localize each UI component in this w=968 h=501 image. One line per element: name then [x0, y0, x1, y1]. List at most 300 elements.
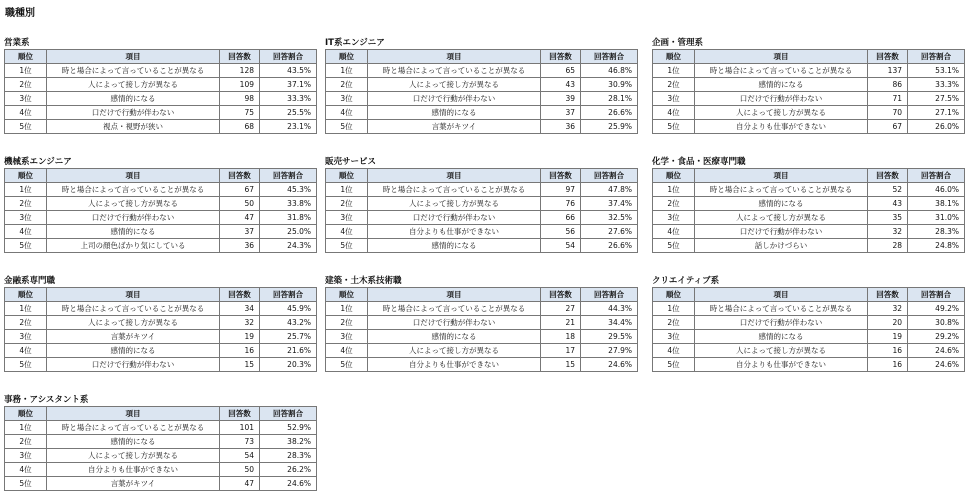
table-row — [326, 120, 638, 134]
rank-header: 順位 — [653, 288, 695, 302]
rank-cell: 4位 — [5, 106, 47, 120]
item-cell: 人によって接し方が異なる — [47, 316, 220, 330]
rank-cell: 1位 — [653, 302, 695, 316]
rank-cell: 1位 — [326, 64, 368, 78]
rank-header: 順位 — [326, 169, 368, 183]
count-header: 回答数 — [220, 50, 260, 64]
count-cell: 50 — [220, 197, 260, 211]
block-title: 販売サービス — [325, 157, 377, 167]
count-cell: 128 — [220, 64, 260, 78]
item-cell: 時と場合によって言っていることが異なる — [47, 421, 220, 435]
rank-cell: 2位 — [326, 197, 368, 211]
ratio-cell: 47.8% — [581, 183, 638, 197]
table-row — [326, 302, 638, 316]
item-cell: 時と場合によって言っていることが異なる — [695, 183, 868, 197]
item-cell: 上司の顔色ばかり気にしている — [47, 239, 220, 253]
rank-header: 順位 — [5, 288, 47, 302]
ratio-cell: 27.1% — [908, 106, 965, 120]
ratio-cell: 27.5% — [908, 92, 965, 106]
item-cell: 言葉がキツイ — [368, 120, 541, 134]
rank-cell: 4位 — [5, 344, 47, 358]
table-row — [326, 183, 638, 197]
ratio-header: 回答割合 — [581, 50, 638, 64]
item-cell: 口だけで行動が伴わない — [695, 316, 868, 330]
count-cell: 36 — [220, 239, 260, 253]
count-cell: 43 — [541, 78, 581, 92]
ratio-cell: 24.6% — [908, 358, 965, 372]
ratio-cell: 29.5% — [581, 330, 638, 344]
rank-cell: 3位 — [326, 92, 368, 106]
count-cell: 32 — [868, 302, 908, 316]
count-cell: 137 — [868, 64, 908, 78]
rank-header: 順位 — [326, 288, 368, 302]
header-row — [5, 50, 317, 64]
rank-cell: 5位 — [5, 120, 47, 134]
ratio-cell: 27.9% — [581, 344, 638, 358]
ranking-table — [652, 168, 965, 253]
item-cell: 自分よりも仕事ができない — [368, 358, 541, 372]
ratio-cell: 32.5% — [581, 211, 638, 225]
ratio-cell: 28.3% — [260, 449, 317, 463]
rank-cell: 3位 — [326, 211, 368, 225]
item-cell: 口だけで行動が伴わない — [47, 358, 220, 372]
ratio-cell: 33.8% — [260, 197, 317, 211]
item-cell: 感情的になる — [368, 239, 541, 253]
count-cell: 18 — [541, 330, 581, 344]
rank-header: 順位 — [653, 169, 695, 183]
ranking-table — [325, 287, 638, 372]
rank-cell: 1位 — [5, 183, 47, 197]
block-title: 事務・アシスタント系 — [4, 395, 89, 405]
item-cell: 時と場合によって言っていることが異なる — [695, 64, 868, 78]
ratio-header: 回答割合 — [260, 169, 317, 183]
rank-cell: 3位 — [5, 211, 47, 225]
item-cell: 人によって接し方が異なる — [47, 449, 220, 463]
count-cell: 67 — [868, 120, 908, 134]
ratio-cell: 27.6% — [581, 225, 638, 239]
count-cell: 98 — [220, 92, 260, 106]
rank-header: 順位 — [5, 169, 47, 183]
ratio-cell: 26.6% — [581, 239, 638, 253]
count-cell: 109 — [220, 78, 260, 92]
ranking-block — [652, 156, 964, 253]
ranking-block — [4, 156, 316, 253]
block-title: 営業系 — [4, 38, 30, 48]
count-header: 回答数 — [220, 288, 260, 302]
rank-cell: 4位 — [5, 225, 47, 239]
ratio-cell: 28.3% — [908, 225, 965, 239]
item-cell: 言葉がキツイ — [47, 477, 220, 491]
ratio-header: 回答割合 — [908, 288, 965, 302]
header-row — [5, 407, 317, 421]
item-cell: 時と場合によって言っていることが異なる — [368, 64, 541, 78]
table-row — [5, 197, 317, 211]
rank-cell: 5位 — [5, 358, 47, 372]
rank-cell: 4位 — [326, 106, 368, 120]
count-cell: 15 — [541, 358, 581, 372]
count-cell: 66 — [541, 211, 581, 225]
block-title: 金融系専門職 — [4, 276, 56, 286]
ratio-cell: 30.9% — [581, 78, 638, 92]
ratio-header: 回答割合 — [908, 50, 965, 64]
item-cell: 視点・視野が狭い — [47, 120, 220, 134]
count-cell: 97 — [541, 183, 581, 197]
rank-cell: 3位 — [653, 330, 695, 344]
rank-cell: 5位 — [653, 358, 695, 372]
rank-cell: 1位 — [653, 64, 695, 78]
rank-cell: 2位 — [5, 78, 47, 92]
rank-cell: 4位 — [653, 225, 695, 239]
count-cell: 19 — [220, 330, 260, 344]
item-header: 項目 — [695, 169, 868, 183]
header-row — [5, 169, 317, 183]
block-title: クリエイティブ系 — [652, 276, 720, 286]
item-cell: 口だけで行動が伴わない — [368, 316, 541, 330]
count-header: 回答数 — [220, 169, 260, 183]
rank-header: 順位 — [5, 407, 47, 421]
rank-cell: 4位 — [653, 106, 695, 120]
item-cell: 時と場合によって言っていることが異なる — [47, 183, 220, 197]
count-cell: 68 — [220, 120, 260, 134]
table-row — [5, 449, 317, 463]
table-row — [653, 239, 965, 253]
count-cell: 43 — [868, 197, 908, 211]
item-header: 項目 — [368, 169, 541, 183]
count-cell: 39 — [541, 92, 581, 106]
rank-cell: 2位 — [653, 197, 695, 211]
ratio-cell: 34.4% — [581, 316, 638, 330]
item-cell: 時と場合によって言っていることが異なる — [368, 183, 541, 197]
table-row — [5, 463, 317, 477]
count-cell: 16 — [868, 344, 908, 358]
ratio-cell: 24.6% — [581, 358, 638, 372]
item-header: 項目 — [368, 288, 541, 302]
count-cell: 67 — [220, 183, 260, 197]
ranking-table — [4, 406, 317, 491]
ratio-cell: 29.2% — [908, 330, 965, 344]
ratio-cell: 33.3% — [260, 92, 317, 106]
ratio-cell: 43.5% — [260, 64, 317, 78]
ratio-cell: 43.2% — [260, 316, 317, 330]
ratio-cell: 25.7% — [260, 330, 317, 344]
count-cell: 20 — [868, 316, 908, 330]
count-header: 回答数 — [868, 50, 908, 64]
rank-cell: 5位 — [326, 358, 368, 372]
table-row — [5, 183, 317, 197]
table-row — [653, 197, 965, 211]
ratio-cell: 23.1% — [260, 120, 317, 134]
ranking-block — [4, 275, 316, 372]
ranking-block — [4, 37, 316, 134]
block-title: 企画・管理系 — [652, 38, 704, 48]
count-cell: 47 — [220, 477, 260, 491]
item-cell: 感情的になる — [47, 92, 220, 106]
item-cell: 口だけで行動が伴わない — [368, 211, 541, 225]
count-header: 回答数 — [541, 169, 581, 183]
item-header: 項目 — [695, 288, 868, 302]
header-row — [653, 169, 965, 183]
rank-cell: 1位 — [5, 421, 47, 435]
item-header: 項目 — [47, 407, 220, 421]
item-cell: 口だけで行動が伴わない — [47, 106, 220, 120]
table-row — [653, 302, 965, 316]
item-cell: 感情的になる — [47, 344, 220, 358]
count-cell: 16 — [868, 358, 908, 372]
ratio-cell: 33.3% — [908, 78, 965, 92]
table-row — [5, 106, 317, 120]
ratio-header: 回答割合 — [581, 169, 638, 183]
count-cell: 37 — [541, 106, 581, 120]
ratio-cell: 52.9% — [260, 421, 317, 435]
ratio-cell: 38.2% — [260, 435, 317, 449]
ratio-cell: 38.1% — [908, 197, 965, 211]
count-cell: 54 — [220, 449, 260, 463]
rank-cell: 2位 — [5, 435, 47, 449]
ranking-block — [4, 394, 316, 491]
count-cell: 17 — [541, 344, 581, 358]
item-header: 項目 — [47, 50, 220, 64]
count-header: 回答数 — [541, 50, 581, 64]
count-cell: 52 — [868, 183, 908, 197]
rank-cell: 5位 — [5, 239, 47, 253]
ratio-cell: 45.3% — [260, 183, 317, 197]
count-cell: 56 — [541, 225, 581, 239]
table-row — [653, 358, 965, 372]
ratio-cell: 26.0% — [908, 120, 965, 134]
ratio-cell: 31.8% — [260, 211, 317, 225]
item-cell: 話しかけづらい — [695, 239, 868, 253]
count-cell: 54 — [541, 239, 581, 253]
table-row — [5, 358, 317, 372]
item-cell: 感情的になる — [368, 106, 541, 120]
count-cell: 71 — [868, 92, 908, 106]
item-cell: 時と場合によって言っていることが異なる — [368, 302, 541, 316]
rank-cell: 3位 — [5, 449, 47, 463]
item-header: 項目 — [695, 50, 868, 64]
rank-cell: 2位 — [326, 316, 368, 330]
count-cell: 36 — [541, 120, 581, 134]
item-cell: 人によって接し方が異なる — [695, 106, 868, 120]
table-row — [5, 64, 317, 78]
rank-header: 順位 — [326, 50, 368, 64]
header-row — [326, 288, 638, 302]
count-cell: 76 — [541, 197, 581, 211]
ratio-header: 回答割合 — [260, 407, 317, 421]
rank-cell: 2位 — [5, 316, 47, 330]
ratio-cell: 45.9% — [260, 302, 317, 316]
rank-cell: 3位 — [5, 330, 47, 344]
count-cell: 21 — [541, 316, 581, 330]
ratio-cell: 46.8% — [581, 64, 638, 78]
rank-cell: 2位 — [653, 316, 695, 330]
count-cell: 34 — [220, 302, 260, 316]
block-title: 機械系エンジニア — [4, 157, 72, 167]
table-row — [5, 477, 317, 491]
rank-header: 順位 — [5, 50, 47, 64]
count-cell: 16 — [220, 344, 260, 358]
count-cell: 86 — [868, 78, 908, 92]
item-header: 項目 — [368, 50, 541, 64]
table-row — [5, 78, 317, 92]
item-cell: 時と場合によって言っていることが異なる — [47, 302, 220, 316]
table-row — [326, 78, 638, 92]
rank-header: 順位 — [653, 50, 695, 64]
ratio-cell: 44.3% — [581, 302, 638, 316]
item-cell: 自分よりも仕事ができない — [368, 225, 541, 239]
count-cell: 35 — [868, 211, 908, 225]
table-row — [653, 64, 965, 78]
table-row — [5, 239, 317, 253]
ranking-table — [652, 287, 965, 372]
rank-cell: 5位 — [326, 239, 368, 253]
item-cell: 人によって接し方が異なる — [695, 211, 868, 225]
count-cell: 75 — [220, 106, 260, 120]
table-row — [653, 344, 965, 358]
table-row — [653, 92, 965, 106]
count-cell: 101 — [220, 421, 260, 435]
page-title: 職種別 — [5, 8, 35, 19]
rank-cell: 5位 — [653, 239, 695, 253]
item-cell: 自分よりも仕事ができない — [695, 358, 868, 372]
table-row — [653, 330, 965, 344]
block-title: 化学・食品・医療専門職 — [652, 157, 746, 167]
item-cell: 人によって接し方が異なる — [47, 78, 220, 92]
ranking-block — [652, 37, 964, 134]
table-row — [5, 421, 317, 435]
rank-cell: 4位 — [653, 344, 695, 358]
ratio-cell: 37.1% — [260, 78, 317, 92]
count-cell: 50 — [220, 463, 260, 477]
table-row — [653, 211, 965, 225]
rank-cell: 3位 — [653, 92, 695, 106]
item-header: 項目 — [47, 288, 220, 302]
table-row — [5, 435, 317, 449]
table-row — [326, 92, 638, 106]
table-row — [5, 211, 317, 225]
ratio-cell: 25.0% — [260, 225, 317, 239]
table-row — [5, 225, 317, 239]
ratio-cell: 26.6% — [581, 106, 638, 120]
count-cell: 28 — [868, 239, 908, 253]
count-header: 回答数 — [868, 169, 908, 183]
table-row — [653, 225, 965, 239]
ranking-table — [4, 49, 317, 134]
ratio-cell: 28.1% — [581, 92, 638, 106]
ratio-header: 回答割合 — [581, 288, 638, 302]
item-cell: 人によって接し方が異なる — [368, 197, 541, 211]
table-row — [5, 120, 317, 134]
table-row — [326, 64, 638, 78]
ratio-cell: 21.6% — [260, 344, 317, 358]
item-cell: 時と場合によって言っていることが異なる — [695, 302, 868, 316]
ratio-cell: 24.6% — [908, 344, 965, 358]
ratio-cell: 37.4% — [581, 197, 638, 211]
item-cell: 感情的になる — [695, 78, 868, 92]
table-row — [326, 358, 638, 372]
count-cell: 47 — [220, 211, 260, 225]
count-cell: 32 — [220, 316, 260, 330]
rank-cell: 4位 — [326, 225, 368, 239]
table-row — [653, 316, 965, 330]
table-row — [653, 183, 965, 197]
rank-cell: 5位 — [653, 120, 695, 134]
table-row — [5, 344, 317, 358]
table-row — [326, 239, 638, 253]
ratio-cell: 49.2% — [908, 302, 965, 316]
item-cell: 感情的になる — [47, 435, 220, 449]
header-row — [5, 288, 317, 302]
item-cell: 口だけで行動が伴わない — [368, 92, 541, 106]
ranking-table — [325, 168, 638, 253]
table-row — [5, 316, 317, 330]
table-row — [326, 316, 638, 330]
count-cell: 65 — [541, 64, 581, 78]
table-row — [5, 92, 317, 106]
ranking-block — [325, 37, 637, 134]
ratio-cell: 25.9% — [581, 120, 638, 134]
count-cell: 27 — [541, 302, 581, 316]
item-cell: 自分よりも仕事ができない — [695, 120, 868, 134]
block-title: 建築・土木系技術職 — [325, 276, 402, 286]
count-cell: 73 — [220, 435, 260, 449]
count-cell: 70 — [868, 106, 908, 120]
ratio-cell: 24.3% — [260, 239, 317, 253]
table-row — [653, 120, 965, 134]
item-cell: 口だけで行動が伴わない — [695, 92, 868, 106]
table-row — [326, 197, 638, 211]
ranking-block — [325, 156, 637, 253]
ranking-block — [652, 275, 964, 372]
ratio-header: 回答割合 — [260, 50, 317, 64]
ratio-cell: 31.0% — [908, 211, 965, 225]
ranking-table — [652, 49, 965, 134]
ratio-cell: 46.0% — [908, 183, 965, 197]
count-header: 回答数 — [868, 288, 908, 302]
ranking-table — [325, 49, 638, 134]
table-row — [326, 344, 638, 358]
ratio-header: 回答割合 — [260, 288, 317, 302]
rank-cell: 1位 — [326, 302, 368, 316]
rank-cell: 3位 — [5, 92, 47, 106]
table-row — [5, 330, 317, 344]
table-row — [653, 106, 965, 120]
ratio-cell: 25.5% — [260, 106, 317, 120]
header-row — [653, 288, 965, 302]
ratio-cell: 24.8% — [908, 239, 965, 253]
ratio-cell: 20.3% — [260, 358, 317, 372]
table-row — [326, 106, 638, 120]
item-cell: 言葉がキツイ — [47, 330, 220, 344]
rank-cell: 2位 — [326, 78, 368, 92]
count-cell: 19 — [868, 330, 908, 344]
header-row — [326, 50, 638, 64]
item-cell: 人によって接し方が異なる — [368, 344, 541, 358]
rank-cell: 4位 — [5, 463, 47, 477]
table-row — [326, 330, 638, 344]
rank-cell: 1位 — [5, 64, 47, 78]
table-row — [326, 225, 638, 239]
rank-cell: 5位 — [326, 120, 368, 134]
table-row — [653, 78, 965, 92]
rank-cell: 1位 — [653, 183, 695, 197]
header-row — [653, 50, 965, 64]
table-row — [5, 302, 317, 316]
item-cell: 口だけで行動が伴わない — [695, 225, 868, 239]
header-row — [326, 169, 638, 183]
count-cell: 37 — [220, 225, 260, 239]
ratio-cell: 30.8% — [908, 316, 965, 330]
ranking-table — [4, 287, 317, 372]
